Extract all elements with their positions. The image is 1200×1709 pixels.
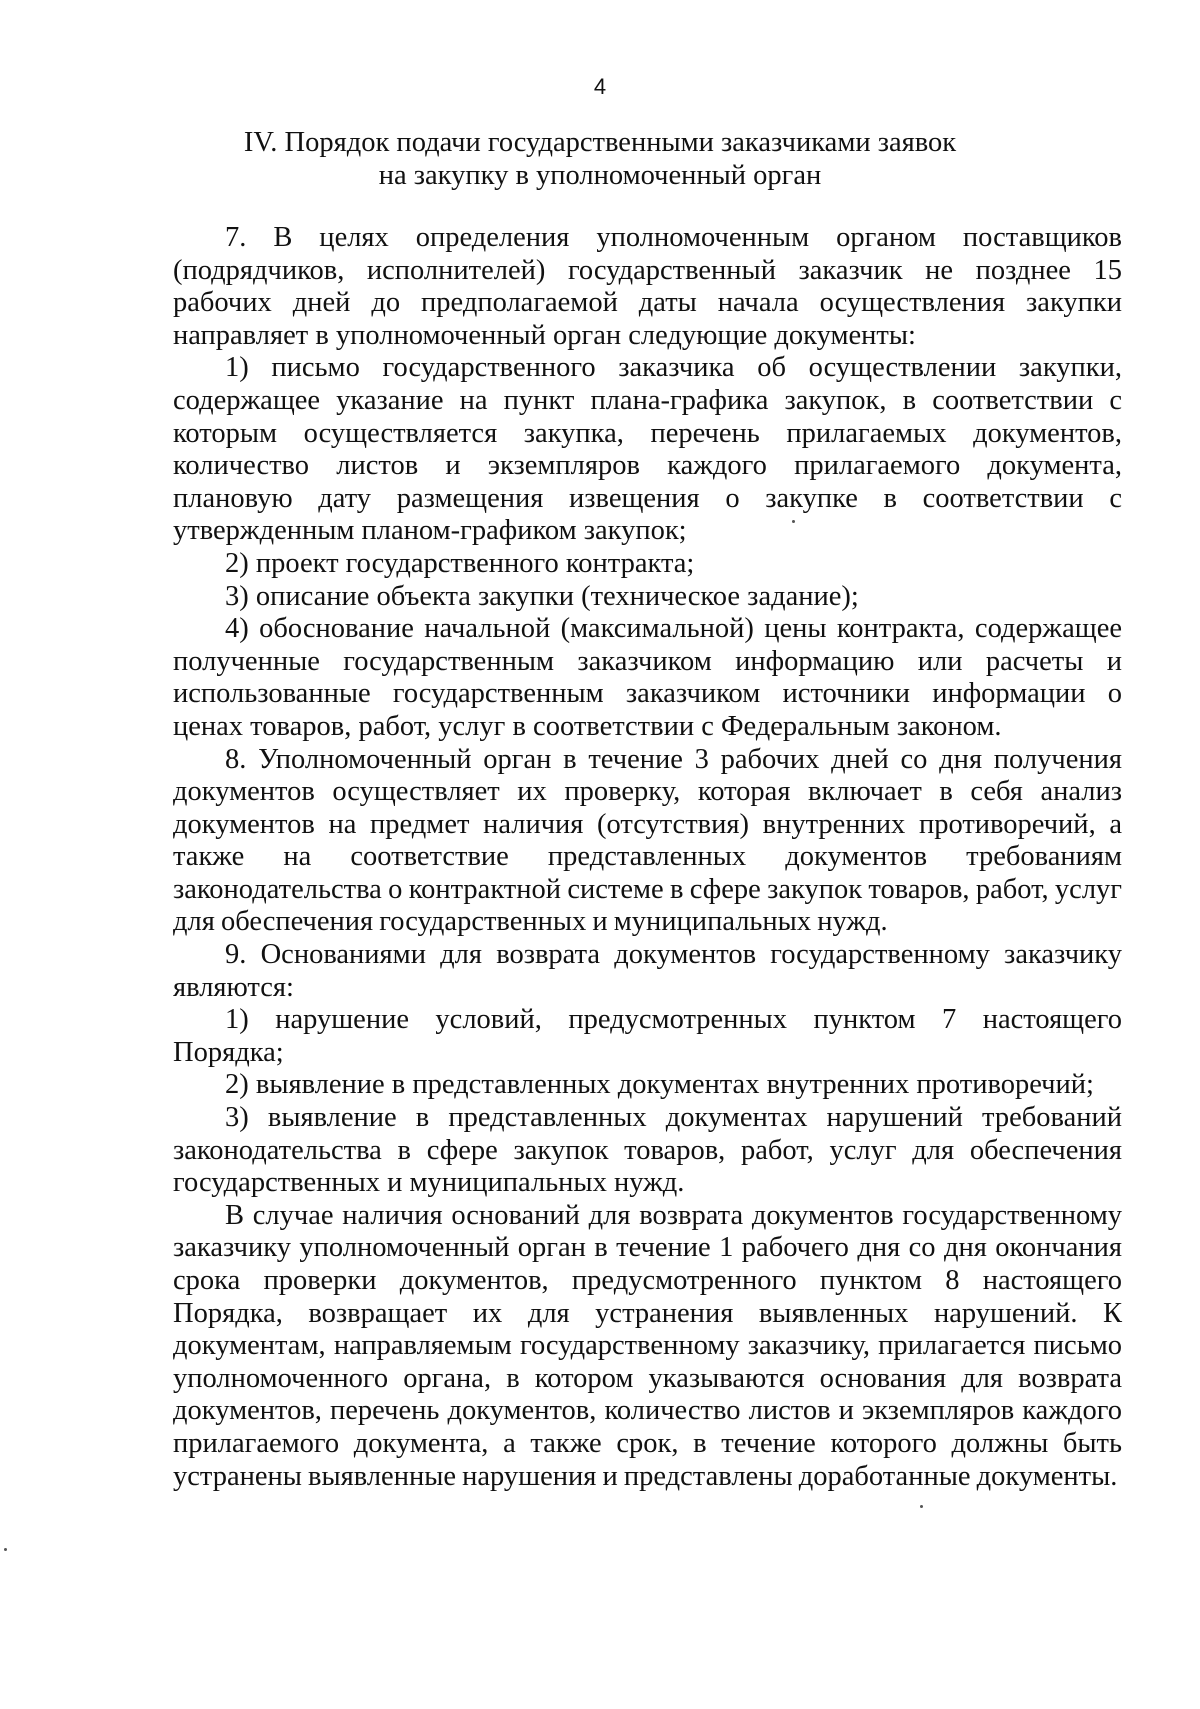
- paragraph-return-procedure: В случае наличия оснований для возврата документов государственному заказчику уполномоченный орган в течение 1 рабочего дня со дня окончания срока проверки документов, предусмотренного пунктом 8 настоящего Порядка, возвращает их для устранения выявленных нарушений. К документам, направляемым государственному заказчику, прилагается письмо уполномоченного органа, в котором указываются основания для возврата документов, перечень документов, количество листов и экземпляров каждого прилагаемого документа, а также срок, в течение которого должны быть устранены выявленные нарушения и представлены доработанные документы.: [173, 1199, 1122, 1492]
- page-number: 4: [593, 74, 607, 99]
- paragraph-subitem-9-3: 3) выявление в представленных документах нарушений требований законодательства в сфере закупок товаров, работ, услуг для обеспечения государственных и муниципальных нужд.: [173, 1102, 1122, 1199]
- section-heading: [150, 126, 1050, 192]
- paragraph-subitem-9-1: 1) нарушение условий, предусмотренных пунктом 7 настоящего Порядка;: [173, 1004, 1122, 1068]
- paragraph-item-8: 8. Уполномоченный орган в течение 3 рабочих дней со дня получения документов осуществляет их проверку, которая включает в себя анализ документов на предмет наличия (отсутствия) внутренних противоречий, а также на соответствие представленных документов требованиям законодательства о контрактной системе в сфере закупок товаров, работ, услуг для обеспечения государственных и муниципальных нужд.: [173, 743, 1122, 938]
- paragraph-subitem-7-4: 4) обоснование начальной (максимальной) цены контракта, содержащее полученные государственным заказчиком информацию или расчеты и использованные государственным заказчиком источники информации о ценах товаров, работ, услуг в соответствии с Федеральным законом.: [173, 613, 1122, 742]
- document-body: [173, 222, 1122, 1493]
- paragraph-subitem-9-2: 2) выявление в представленных документах внутренних противоречий;: [225, 1069, 1094, 1101]
- paragraph-subitem-7-3: 3) описание объекта закупки (техническое задание);: [225, 580, 859, 612]
- paragraph-subitem-7-2: 2) проект государственного контракта;: [225, 547, 695, 579]
- paragraph-item-7: 7. В целях определения уполномоченным органом поставщиков (подрядчиков, исполнителей) государственный заказчик не позднее 15 рабочих дней до предполагаемой даты начала осуществления закупки направляет в уполномоченный орган следующие документы:: [173, 222, 1122, 351]
- scan-speck: [4, 1548, 7, 1551]
- section-heading-line-2: на закупку в уполномоченный орган: [378, 160, 822, 191]
- paragraph-subitem-7-1: 1) письмо государственного заказчика об осуществлении закупки, содержащее указание на пункт плана-графика закупок, в соответствии с которым осуществляется закупка, перечень прилагаемых документов, количество листов и экземпляров каждого прилагаемого документа, плановую дату размещения извещения о закупке в соответствии с утвержденным планом-графиком закупок;: [173, 352, 1122, 547]
- paragraph-item-9: 9. Основаниями для возврата документов государственному заказчику являются:: [173, 939, 1122, 1003]
- section-heading-line-1: IV. Порядок подачи государственными заказчиками заявок: [243, 127, 957, 158]
- scan-speck: [792, 520, 795, 523]
- scan-speck: [920, 1505, 923, 1508]
